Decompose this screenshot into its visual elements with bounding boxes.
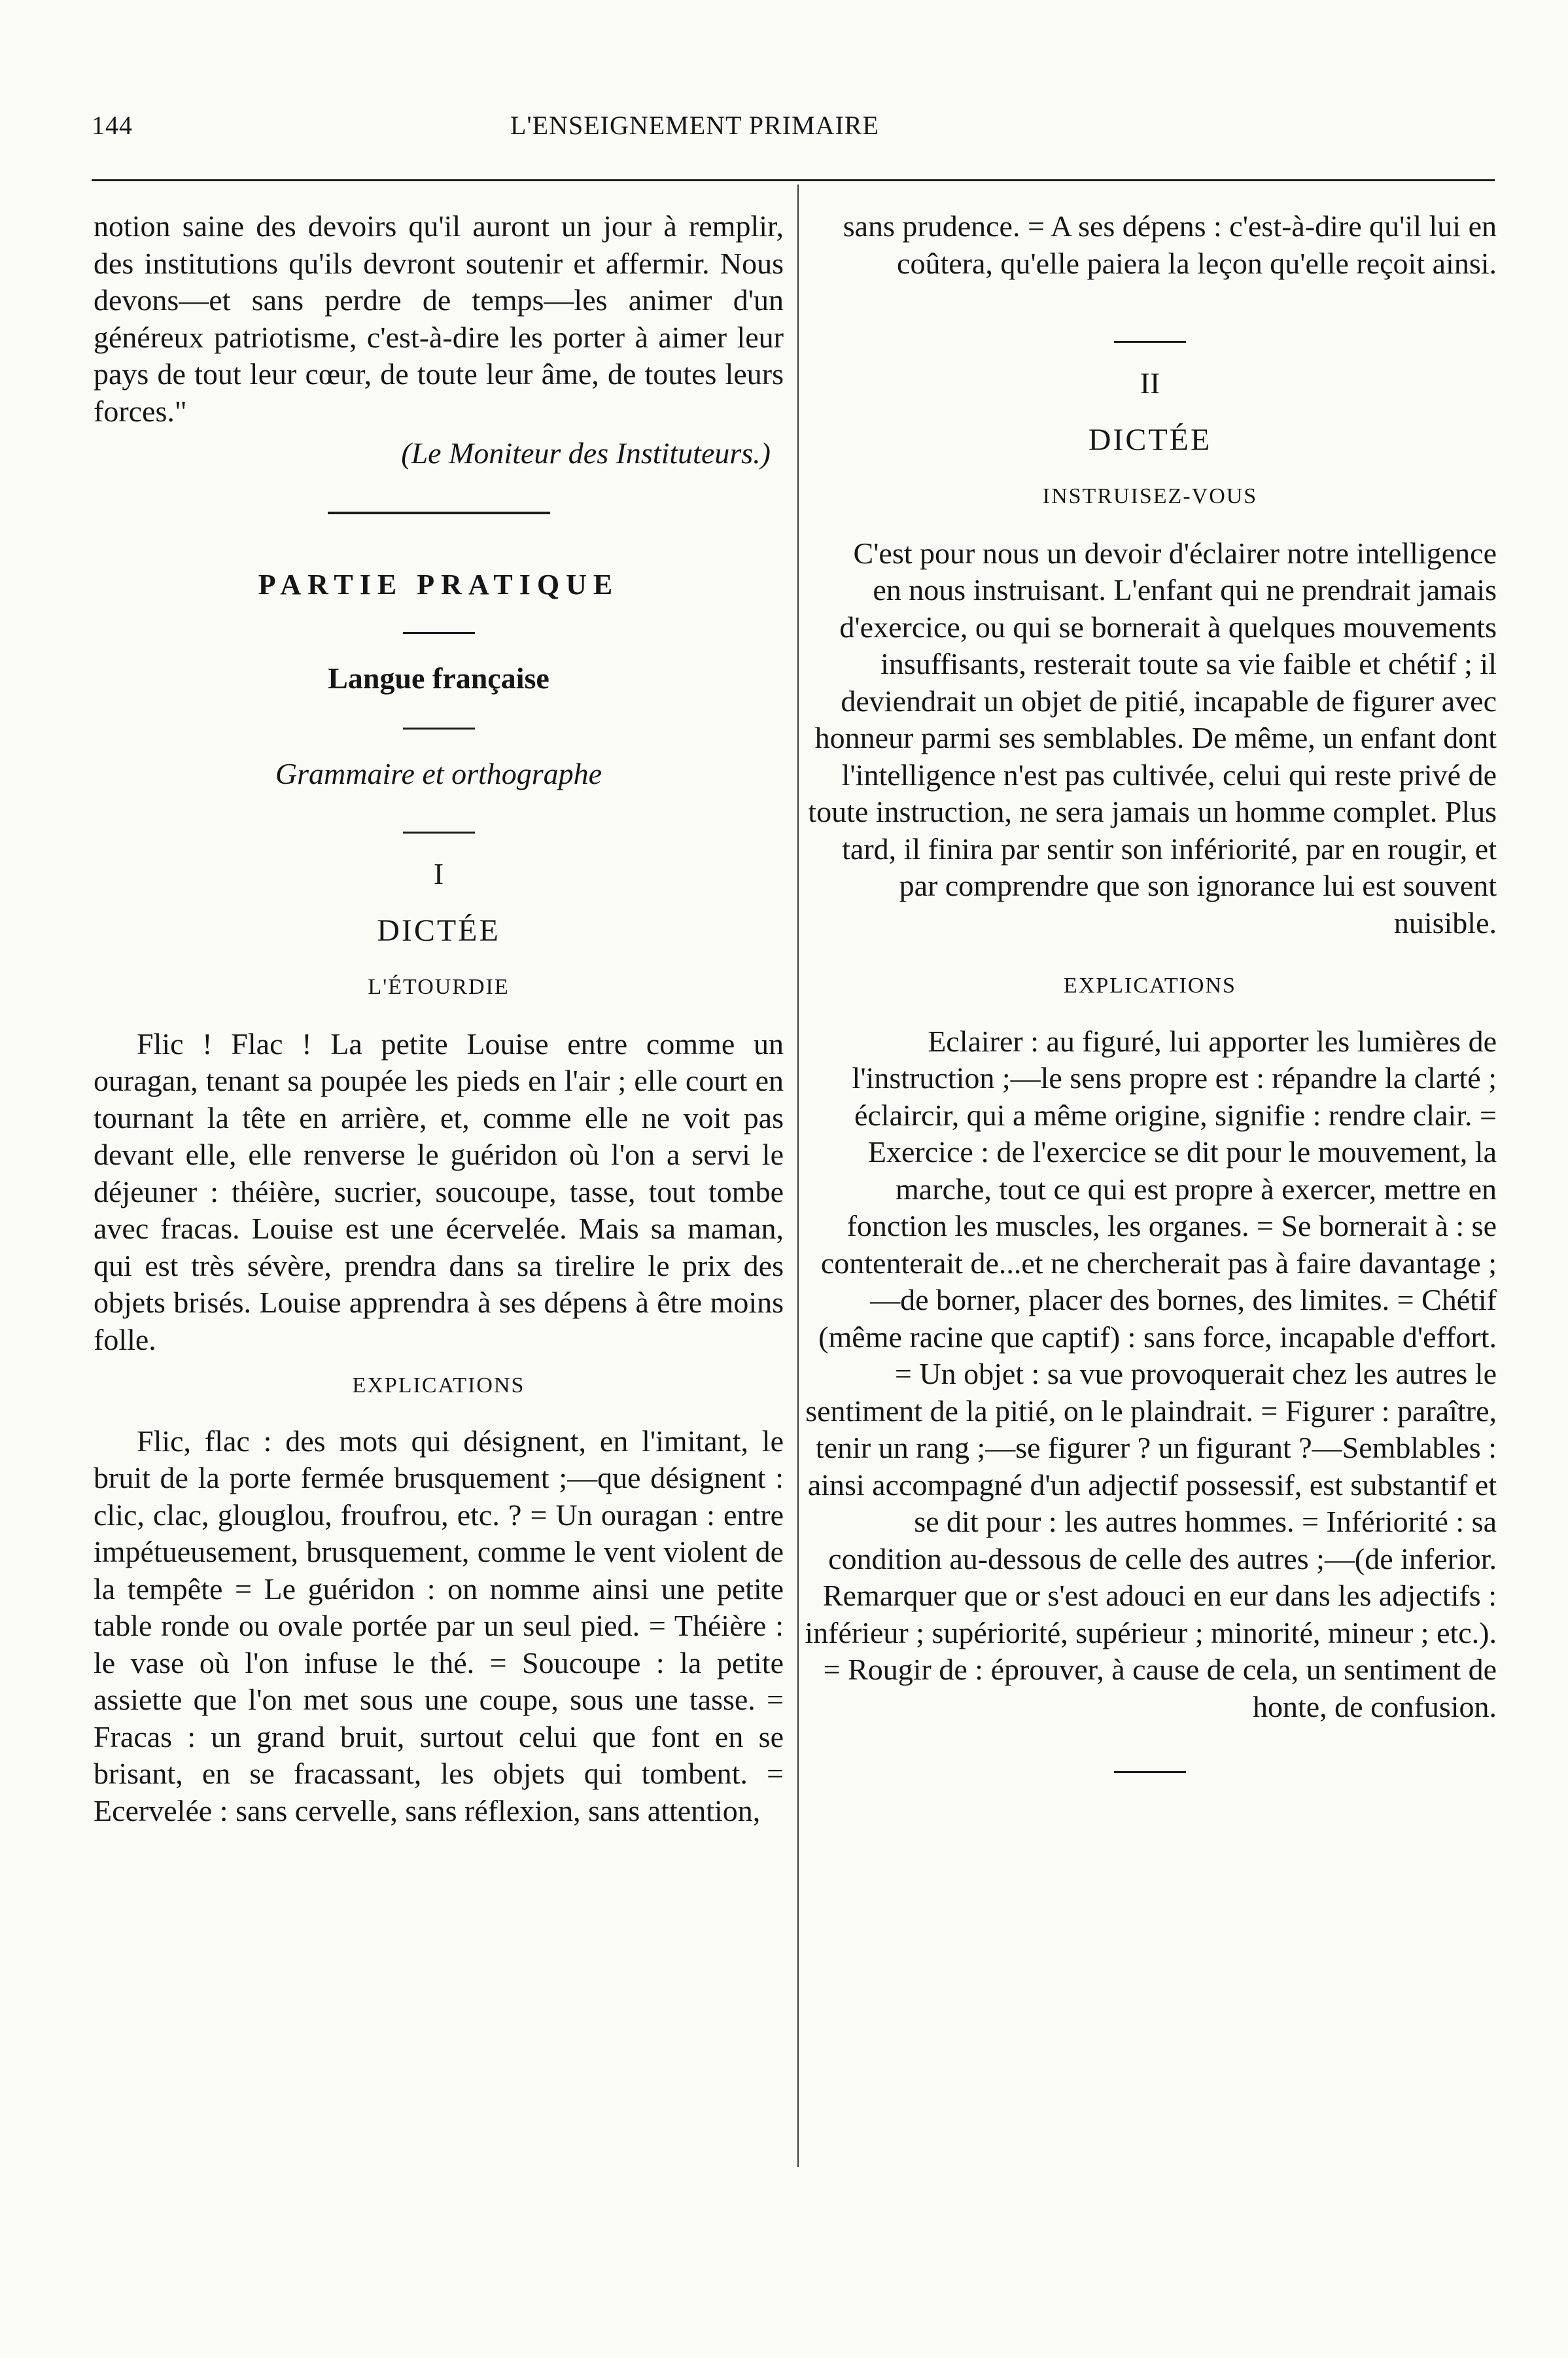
section-number: I [433, 857, 444, 890]
dictee-title: L'ÉTOURDIE [368, 975, 510, 999]
running-title: L'ENSEIGNEMENT PRIMAIRE [510, 111, 879, 140]
dictee-text: C'est pour nous un devoir d'éclairer notre intelligence en nous instruisant. L'enfant qui ne prendrait jamais d'exercice, ou qui se bornerait à quelques mouvements insuffisants, resterait toute sa vie faible et chétif ; il deviendrait un objet de pitié, incapable de figurer avec honneur parmi ses semblables. De même, un enfant dont l'intelligence n'est pas cultivée, celui qui reste privé de toute instruction, ne sera jamais un homme complet. Plus tard, il finira par sentir son infériorité, par en rougir, et par comprendre que son ignorance lui est souvent nuisible. [808, 536, 1497, 940]
dictee-text: Flic ! Flac ! La petite Louise entre comme un ouragan, tenant sa poupée les pieds en l'air ; elle court en tournant la tête en arrière, et, comme elle ne voit pas devant elle, elle renverse le guéridon où l'on a servi le déjeuner : théière, sucrier, soucoupe, tasse, tout tombe avec fracas. Louise est une écervelée. Mais sa maman, qui est très sévère, prendra dans sa tirelire le prix des objets brisés. Louise apprendra à ses dépens à être moins folle. [94, 1027, 784, 1356]
section-title: DICTÉE [377, 913, 500, 948]
column-divider [797, 185, 799, 2167]
section-rule [328, 512, 550, 514]
continuation-paragraph: sans prudence. = A ses dépens : c'est-à-dire qu'il lui en coûtera, qu'elle paiera la leçon qu'elle reçoit ainsi. [843, 209, 1497, 280]
explanations-text: Eclairer : au figuré, lui apporter les lumières de l'instruction ;—le sens propre est : répandre la clarté ; éclaircir, qui a même origine, signifie : rendre clair. = Exercice : de l'exercice se dit pour le mouvement, la marche, tout ce qui est propre à exercer, mettre en fonction les muscles, les organes. = Se bornerait à : se contenterait de...et ne chercherait pas à faire davantage ;—de borner, placer des bornes, des limites. = Chétif (même racine que captif) : sans force, incapable d'effort. = Un objet : sa vue provoquerait chez les autres le sentiment de la pitié, on le plaindrait. = Figurer : paraître, tenir un rang ;—se figurer ? un figurant ?—Semblables : ainsi accompagné d'un adjectif possessif, est substantif et se dit pour : les autres hommes. = Infériorité : sa condition au-dessous de celle des autres ;—(de inferior. Remarquer que or s'est adouci en eur dans les adjectifs : inférieur ; supériorité, supérieur ; minorité, mineur ; etc.). = Rougir de : éprouver, à cause de cela, un sentiment de honte, de confusion. [805, 1024, 1497, 1723]
intro-paragraph: notion saine des devoirs qu'il auront un jour à remplir, des institutions qu'ils devront soutenir et affermir. Nous devons—et sans perdre de temps—les animer d'un généreux patriotisme, c'est-à-dire les porter à aimer leur pays de tout leur cœur, de toute leur âme, de toutes leurs forces." [94, 209, 784, 428]
divider-rule [403, 632, 475, 634]
subject-heading: Langue française [328, 661, 549, 695]
right-column [803, 208, 1497, 1773]
page-number: 144 [92, 111, 133, 140]
source-citation: (Le Moniteur des Instituteurs.) [401, 436, 771, 470]
page-header [92, 110, 1085, 149]
part-title: PARTIE PRATIQUE [258, 568, 619, 601]
divider-rule [403, 728, 475, 730]
divider-rule [403, 832, 475, 834]
section-number: II [1140, 366, 1160, 400]
subsubject-heading: Grammaire et orthographe [275, 756, 602, 790]
explanations-heading: EXPLICATIONS [352, 1373, 525, 1398]
explanations-heading: EXPLICATIONS [1064, 974, 1236, 998]
divider-rule [1114, 341, 1186, 343]
explanations-text: Flic, flac : des mots qui désignent, en l'imitant, le bruit de la porte fermée brusquement ;—que désignent : clic, clac, glouglou, froufrou, etc. ? = Un ouragan : entre impétueusement, brusquement, comme le vent violent de la tempête = Le guéridon : on nomme ainsi une petite table ronde ou ovale portée par un seul pied. = Théière : le vase où l'on infuse le thé. = Soucoupe : la petite assiette que l'on met sous une coupe, sous une tasse. = Fracas : un grand bruit, surtout celui que font en se brisant, en se fracassant, les objets qui tombent. = Ecervelée : sans cervelle, sans réflexion, sans attention, [94, 1424, 784, 1827]
divider-rule [1114, 1771, 1186, 1773]
dictee-title: INSTRUISEZ-VOUS [1042, 484, 1258, 508]
left-column [94, 208, 784, 1829]
section-title: DICTÉE [1088, 422, 1212, 457]
header-rule [92, 179, 1495, 181]
